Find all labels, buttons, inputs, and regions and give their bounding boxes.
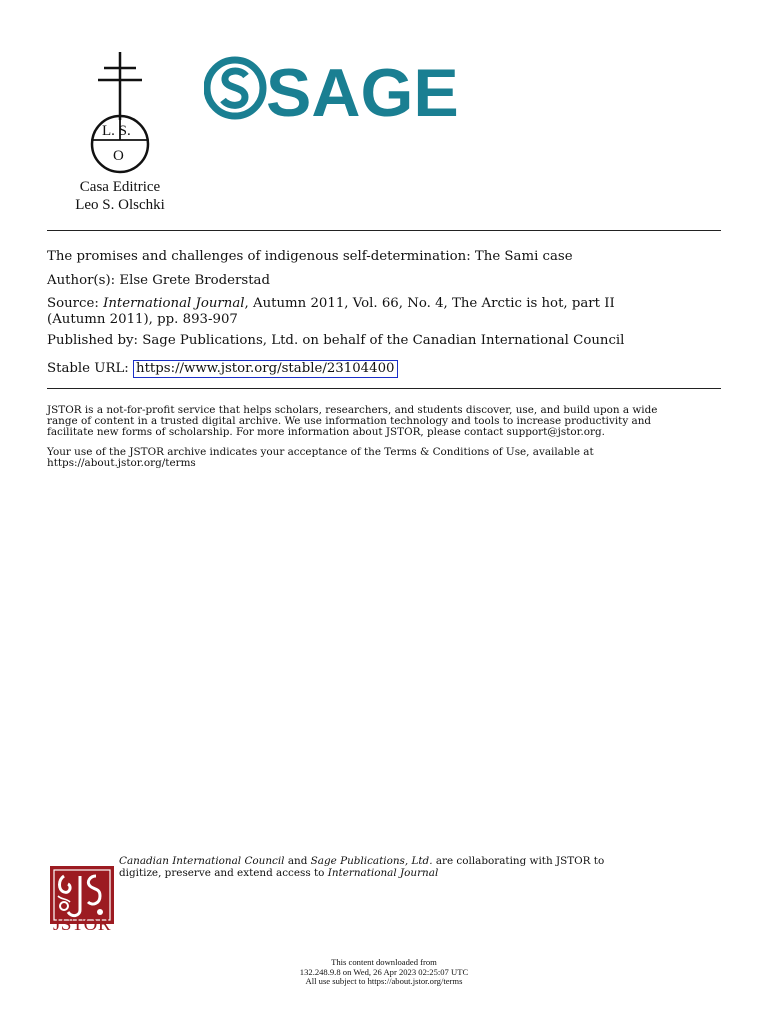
olschki-line-2: Leo S. Olschki	[75, 197, 165, 213]
sage-logo-icon	[204, 52, 474, 128]
stable-url-label: Stable URL:	[47, 361, 129, 376]
sage-wordmark: SAGE	[266, 55, 459, 128]
publisher-label: Published by:	[47, 333, 139, 348]
collab-org-1: Canadian International Council	[119, 855, 285, 867]
collab-rest-1: are collaborating with JSTOR to	[435, 855, 605, 867]
terms-line-1: Your use of the JSTOR archive indicates your acceptance of the Terms & Conditions of Use, available at	[47, 446, 594, 458]
author-line	[47, 273, 721, 289]
download-line-3: All use subject to https://about.jstor.org/terms	[305, 976, 463, 987]
publisher-line	[47, 333, 721, 349]
publisher-name: Sage Publications, Ltd. on behalf of the Canadian International Council	[142, 333, 625, 348]
jstor-about-line-2: range of content in a trusted digital archive. We use information technology and tools to increase productivity and	[47, 415, 652, 427]
jstor-wordmark: JSTOR	[52, 914, 112, 935]
article-title: The promises and challenges of indigenous self-determination: The Sami case	[47, 249, 573, 264]
source-label: Source:	[47, 296, 99, 311]
terms-notice	[47, 447, 727, 469]
source-details: , Autumn 2011, Vol. 66, No. 4, The Arctic is hot, part II	[244, 296, 615, 311]
terms-line-2: https://about.jstor.org/terms	[47, 457, 196, 469]
olschki-name	[58, 178, 182, 214]
author-label: Author(s):	[47, 273, 116, 288]
stable-url-line	[47, 360, 721, 378]
seal-letters-ls: L. S.	[102, 123, 131, 139]
seal-letter-o: O	[113, 148, 124, 164]
collaboration-notice	[119, 855, 719, 879]
stable-url-link[interactable]: https://www.jstor.org/stable/23104400	[133, 360, 397, 378]
source-journal: International Journal	[103, 296, 245, 311]
source-details-2: (Autumn 2011), pp. 893-907	[47, 312, 238, 327]
top-divider	[47, 230, 721, 231]
collab-org-2: Sage Publications, Ltd.	[310, 855, 433, 867]
olschki-logo-icon	[82, 50, 158, 180]
download-line-2: 132.248.9.8 on Wed, 26 Apr 2023 02:25:07 UTC	[299, 966, 469, 977]
download-line-1: This content downloaded from	[331, 957, 437, 967]
author-name: Else Grete Broderstad	[119, 273, 271, 288]
source-line	[47, 296, 721, 328]
jstor-about-line-1: JSTOR is a not-for-profit service that helps scholars, researchers, and students discover, use, and build upon a wide	[47, 404, 658, 416]
download-notice	[0, 958, 768, 987]
olschki-line-1: Casa Editrice	[79, 179, 161, 195]
collab-journal: International Journal	[327, 867, 439, 879]
collab-rest-2: digitize, preserve and extend access to	[119, 867, 325, 879]
bottom-divider	[47, 388, 721, 389]
jstor-about-notice	[47, 405, 727, 438]
collab-and: and	[287, 855, 308, 867]
jstor-about-line-3: facilitate new forms of scholarship. For more information about JSTOR, please contact support@jstor.org.	[47, 426, 605, 438]
